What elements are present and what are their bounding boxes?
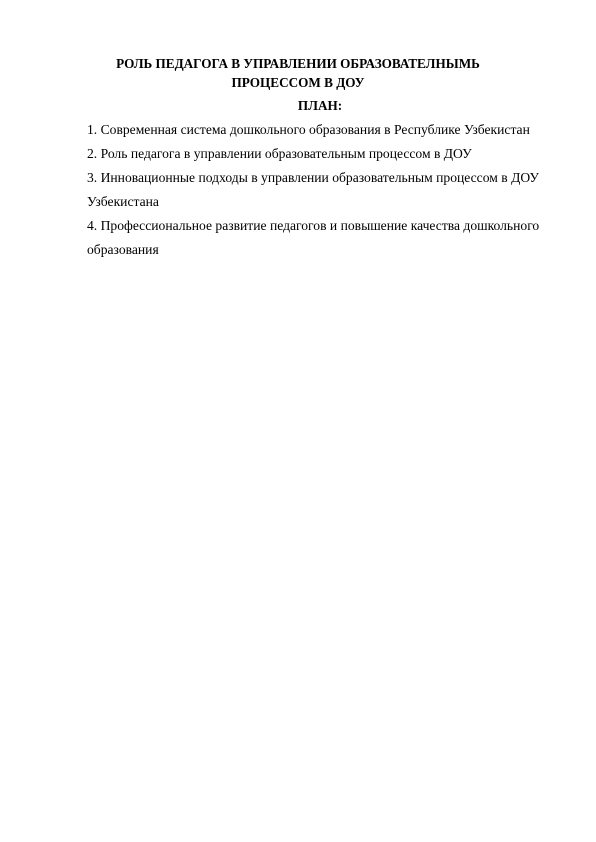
plan-item: 2. Роль педагога в управлении образовательным процессом в ДОУ — [87, 146, 472, 161]
plan-item: 1. Современная система дошкольного образования в Республике Узбекистан — [87, 122, 530, 137]
plan-item: 4. Профессиональное развитие педагогов и повышение качества дошкольного образования — [87, 218, 540, 257]
document-title — [60, 54, 536, 92]
plan-heading: ПЛАН: — [297, 98, 343, 113]
title-line-1: РОЛЬ ПЕДАГОГА В УПРАВЛЕНИИ ОБРАЗОВАТЕЛНЫМЬ — [116, 56, 480, 71]
title-line-2: ПРОЦЕССОМ В ДОУ — [231, 75, 365, 90]
plan-list — [87, 118, 557, 262]
plan-item: 3. Инновационные подходы в управлении образовательным процессом в ДОУ Узбекистана — [87, 170, 540, 209]
